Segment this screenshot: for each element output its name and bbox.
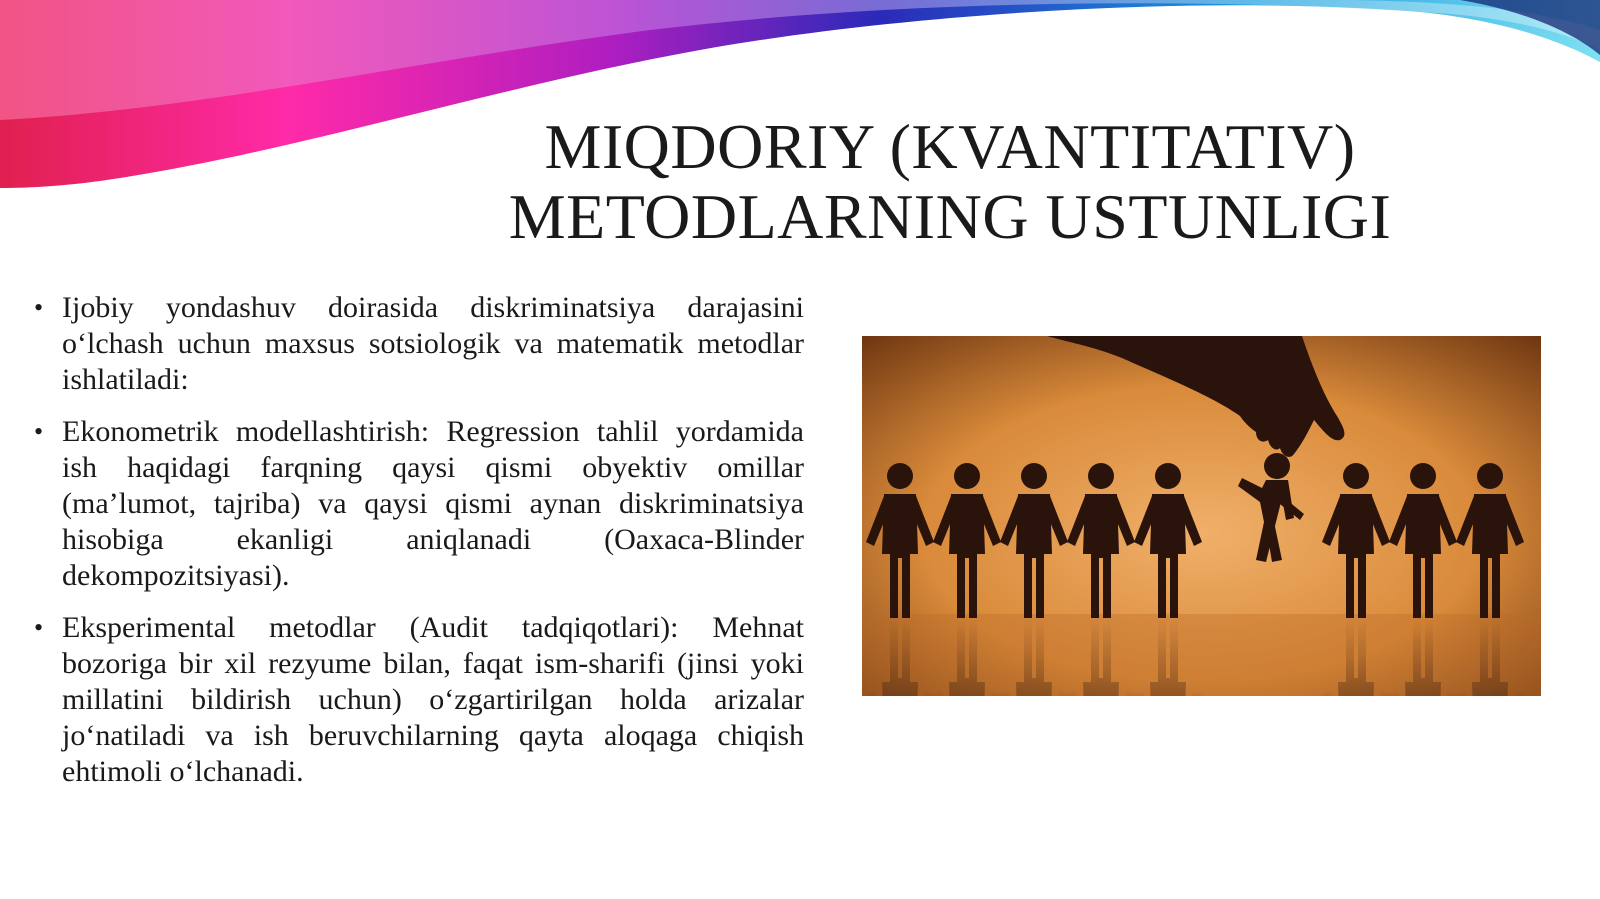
slide-title-line-1: MIQDORIY (KVANTITATIV) bbox=[544, 111, 1356, 182]
slide-title-line-2: METODLARNING USTUNLIGI bbox=[508, 181, 1392, 252]
bullet-text: Eksperimental metodlar (Audit tadqiqotlari): Mehnat bozoriga bir xil rezyume bilan, faqat ism-sharifi (jinsi yoki millatini bildirish uchun) o‘zgartirilgan holda arizalar jo‘natiladi va ish beruvchilarning qayta aloqaga chiqish ehtimoli o‘lchanadi. bbox=[62, 611, 804, 788]
people-selection-illustration bbox=[862, 336, 1541, 696]
bullet-item bbox=[34, 290, 804, 398]
slide-title bbox=[440, 112, 1460, 252]
bullet-item bbox=[34, 610, 804, 790]
bullet-list bbox=[34, 290, 804, 806]
bullet-text: Ijobiy yondashuv doirasida diskriminatsiya darajasini o‘lchash uchun maxsus sotsiologik va matematik metodlar ishlatiladi: bbox=[62, 291, 804, 396]
bullet-dot: • bbox=[34, 613, 44, 642]
bullet-dot: • bbox=[34, 417, 44, 446]
bullet-dot: • bbox=[34, 293, 44, 322]
illustration-image bbox=[862, 336, 1541, 696]
bullet-text: Ekonometrik modellashtirish: Regression tahlil yordamida ish haqidagi farqning qaysi qismi obyektiv omillar (ma’lumot, tajriba) va qaysi qismi aynan diskriminatsiya hisobiga ekanligi aniqlanadi (Oaxaca-Blinder dekompozitsiyasi). bbox=[62, 415, 804, 592]
bullet-item bbox=[34, 414, 804, 594]
